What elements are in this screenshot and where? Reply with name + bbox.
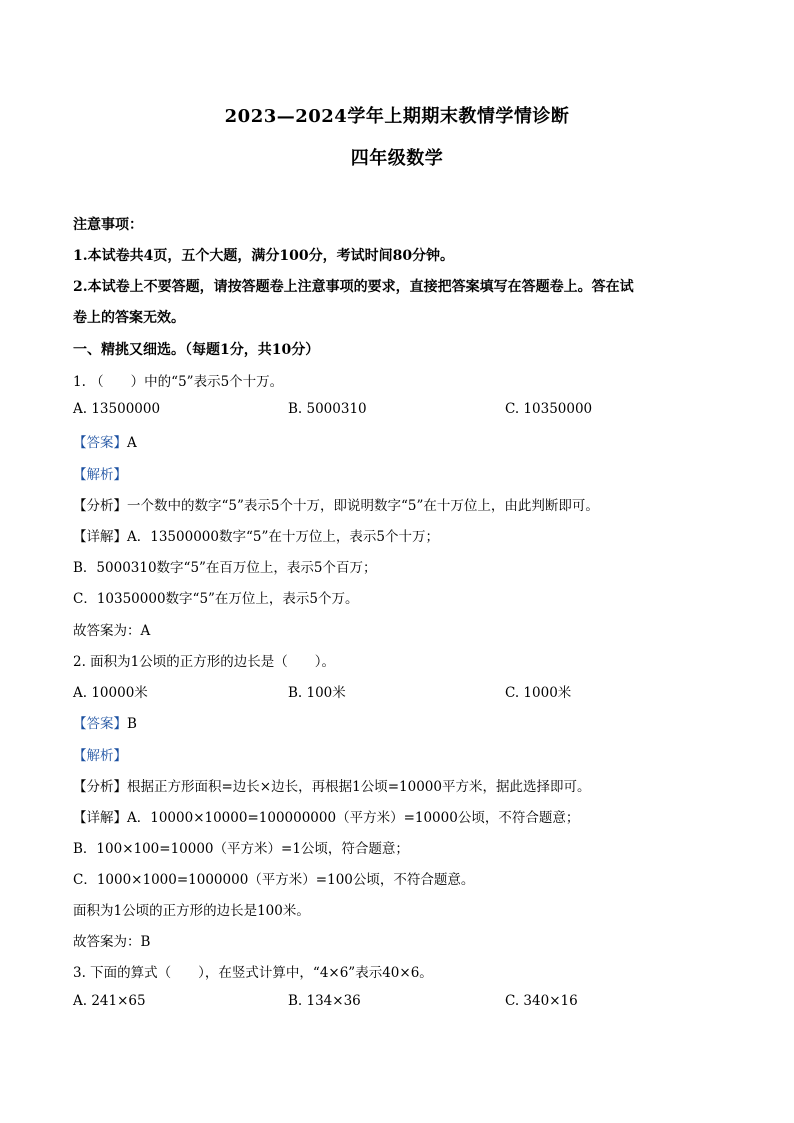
q1-fenxi-text: 一个数中的数字“5”表示5个十万，即说明数字“5”在十万位上，由此判断即可。 [127,498,599,514]
q1-options [73,401,723,421]
document-title: 2023—2024学年上期期末教情学情诊断 [224,106,570,127]
q2-xiangjie-2: B．100×100=10000（平方米）=1公顷，符合题意； [73,841,409,857]
q2-stem: 2. 面积为1公顷的正方形的边长是（ ）。 [73,654,336,670]
q2-xiangjie-3: C．1000×1000=1000000（平方米）=100公顷，不符合题意。 [73,872,475,888]
q3-options [73,993,723,1013]
q1-fenxi [73,494,599,514]
q2-conclusion: 故答案为：B [73,934,151,950]
q3-stem: 3. 下面的算式（ ），在竖式计算中，“4×6”表示40×6。 [73,965,433,981]
q1-xiangjie-tag: 【详解】 [73,529,127,545]
q1-option-a: A. 13500000 [73,401,161,417]
q2-extra: 面积为1公顷的正方形的边长是100米。 [73,903,310,919]
q1-answer [73,431,137,451]
q1-option-b: B. 5000310 [288,401,367,417]
document-subtitle: 四年级数学 [350,148,444,169]
q1-xiangjie-1 [73,525,439,545]
q2-xiangjie-tag: 【详解】 [73,810,127,826]
q2-xiangjie-text-1: A．10000×10000=100000000（平方米）=10000公顷，不符合题意； [127,810,580,826]
q2-fenxi-tag: 【分析】 [73,779,127,795]
q2-answer [73,712,137,732]
q1-fenxi-tag: 【分析】 [73,498,127,514]
q3-option-a: A. 241×65 [73,993,146,1009]
notes-item-2-cont: 卷上的答案无效。 [73,310,185,326]
q1-option-c: C. 10350000 [505,401,593,417]
q2-xiangjie-1 [73,806,579,826]
q2-option-c: C. 1000米 [505,685,572,701]
q1-answer-value: A [127,435,137,451]
q3-option-c: C. 340×16 [505,993,578,1009]
q1-xiangjie-2: B．5000310数字“5”在百万位上，表示5个百万； [73,560,377,576]
q1-analysis-tag: 【解析】 [73,467,127,483]
q3-option-b: B. 134×36 [288,993,361,1009]
q2-fenxi [73,775,590,795]
q1-conclusion: 故答案为：A [73,623,151,639]
notes-heading: 注意事项： [73,217,143,233]
q2-answer-value: B [127,716,137,732]
q2-fenxi-text: 根据正方形面积=边长×边长，再根据1公顷=10000平方米，据此选择即可。 [127,779,591,795]
q2-answer-tag: 【答案】 [73,716,127,732]
q1-xiangjie-3: C．10350000数字“5”在万位上，表示5个万。 [73,591,359,607]
q2-option-b: B. 100米 [288,685,346,701]
q2-option-a: A. 10000米 [73,685,148,701]
section-1-heading: 一、精挑又细选。（每题1分，共10分） [73,342,320,358]
q2-analysis-tag: 【解析】 [73,748,127,764]
notes-item-2: 2.本试卷上不要答题，请按答题卷上注意事项的要求，直接把答案填写在答题卷上。答在试 [73,279,634,295]
notes-item-1: 1.本试卷共4页，五个大题，满分100分，考试时间80分钟。 [73,248,455,264]
q2-options [73,681,723,701]
q1-answer-tag: 【答案】 [73,435,127,451]
q1-xiangjie-text-1: A．13500000数字“5”在十万位上，表示5个十万； [127,529,439,545]
q1-stem: 1. （ ）中的“5”表示5个十万。 [73,374,284,390]
